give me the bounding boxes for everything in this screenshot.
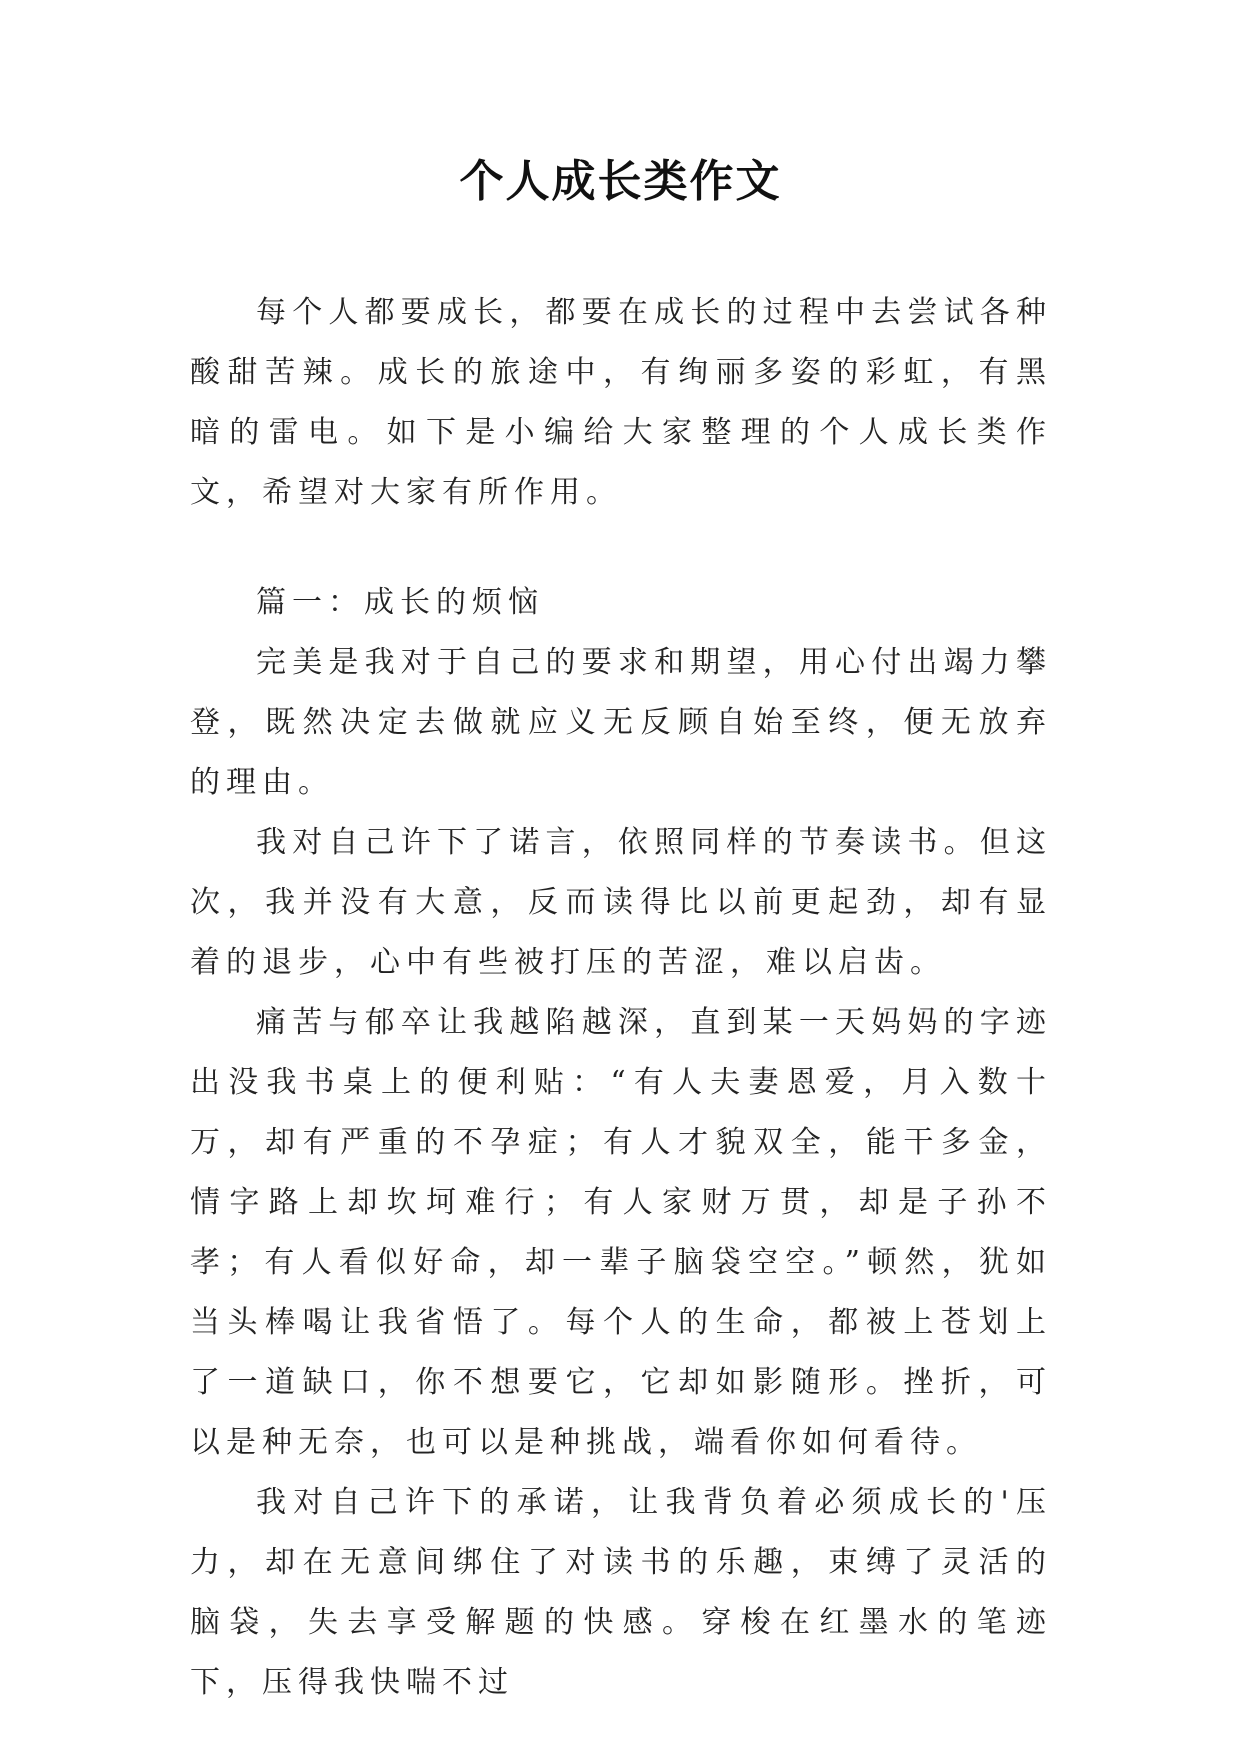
- intro-paragraph: 每个人都要成长，都要在成长的过程中去尝试各种酸甜苦辣。成长的旅途中，有绚丽多姿的彩虹，有黑暗的雷电。如下是小编给大家整理的个人成长类作文，希望对大家有所作用。: [190, 295, 1052, 510]
- essay-paragraph-3: 痛苦与郁卒让我越陷越深，直到某一天妈妈的字迹出没我书桌上的便利贴：“有人夫妻恩爱，月入数十万，却有严重的不孕症；有人才貌双全，能干多金，情字路上却坎坷难行；有人家财万贯，却是子孙不孝；有人看似好命，却一辈子脑袋空空。”顿然，犹如当头棒喝让我省悟了。每个人的生命，都被上苍划上了一道缺口，你不想要它，它却如影随形。挫折，可以是种无奈，也可以是种挑战，端看你如何看待。: [190, 1005, 1052, 1460]
- essay-block: [190, 573, 1052, 1713]
- essay-paragraph-2: 我对自己许下了诺言，依照同样的节奏读书。但这次，我并没有大意，反而读得比以前更起劲，却有显着的退步，心中有些被打压的苦涩，难以启齿。: [190, 825, 1052, 980]
- essay-paragraph-1: 完美是我对于自己的要求和期望，用心付出竭力攀登，既然决定去做就应义无反顾自始至终，便无放弃的理由。: [190, 645, 1052, 800]
- intro-block: [190, 283, 1052, 523]
- essay-paragraph-4: 我对自己许下的承诺，让我背负着必须成长的'压力，却在无意间绑住了对读书的乐趣，束缚了灵活的脑袋，失去享受解题的快感。穿梭在红墨水的笔迹下，压得我快喘不过: [190, 1485, 1052, 1700]
- document-title: 个人成长类作文: [459, 156, 782, 207]
- section-heading: 篇一：成长的烦恼: [256, 585, 544, 620]
